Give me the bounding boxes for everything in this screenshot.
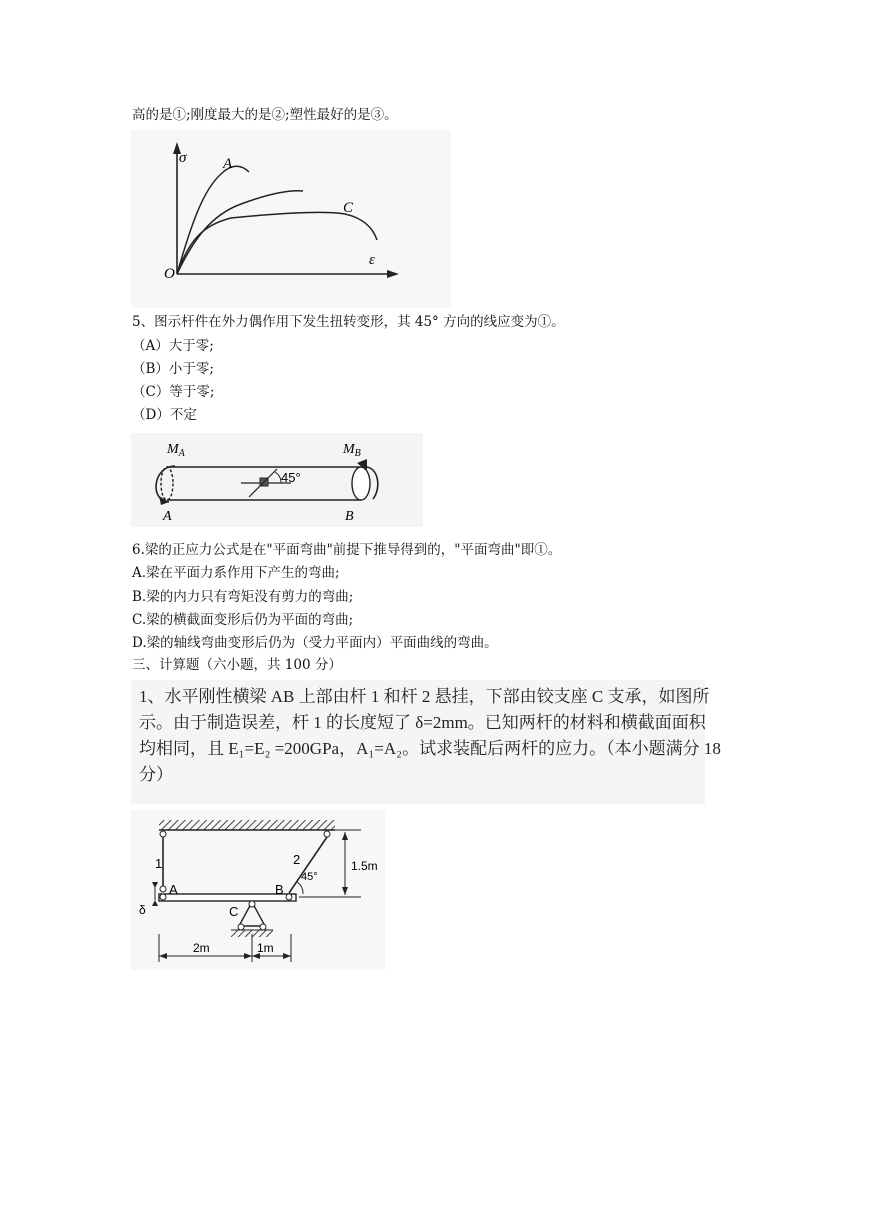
angle-45-label: 45°: [301, 871, 318, 883]
q5-option-c: （C）等于零;: [132, 384, 215, 400]
q6-option-d: D.梁的轴线弯曲变形后仍为（受力平面内）平面曲线的弯曲。: [132, 635, 498, 651]
problem-1-line-3: 均相同，且 E₁=E₂ =200GPa，A₁=A₂。试求装配后两杆的应力。（本小题满分 18: [139, 739, 721, 758]
q5-option-a: （A）大于零;: [132, 338, 214, 354]
q6-option-b: B.梁的内力只有弯矩没有剪力的弯曲;: [132, 589, 354, 605]
torsion-bar-figure: [131, 433, 423, 527]
section-3-heading: 三、计算题（六小题，共 100 分）: [132, 657, 342, 673]
q6-option-a: A.梁在平面力系作用下产生的弯曲;: [132, 565, 340, 581]
problem-1-line-2: 示。由于制造误差，杆 1 的长度短了 δ=2mm。已知两杆的材料和横截面面积: [139, 713, 706, 732]
angle-45-label: 45°: [281, 470, 301, 485]
problem-1-line-1: 1、水平刚性横梁 AB 上部由杆 1 和杆 2 悬挂，下部由铰支座 C 支承，如图所: [139, 687, 710, 706]
q5-option-b: （B）小于零;: [132, 361, 214, 377]
stress-strain-figure: [131, 130, 451, 308]
curve-c-label: C: [343, 200, 354, 216]
point-c-label: C: [229, 904, 239, 919]
bar-end-b: [352, 467, 370, 500]
delta-label: δ: [139, 903, 146, 917]
rigid-beam-figure: [131, 810, 385, 970]
point-b-label: B: [275, 882, 284, 897]
y-axis-label: σ: [179, 150, 187, 166]
x-axis-label: ε: [369, 252, 375, 268]
problem-1-line-4: 分）: [139, 765, 173, 784]
rod-2-label: 2: [293, 852, 301, 867]
origin-label: O: [164, 266, 175, 282]
end-b-label: B: [345, 509, 354, 524]
rod-1-label: 1: [155, 856, 163, 871]
moment-a-label: $M_A$: [167, 442, 185, 459]
q6-line: 6.梁的正应力公式是在"平面弯曲"前提下推导得到的，"平面弯曲"即①。: [132, 542, 562, 558]
q5-option-d: （D）不定: [132, 407, 197, 423]
moment-b-label: $M_B$: [343, 442, 361, 459]
intro-line: 高的是①;刚度最大的是②;塑性最好的是③。: [132, 107, 398, 123]
q6-option-c: C.梁的横截面变形后仍为平面的弯曲;: [132, 612, 354, 628]
end-a-label: A: [163, 509, 172, 524]
curve-a-label: A: [223, 156, 233, 172]
dim-right-label: 1m: [257, 941, 274, 955]
point-a-label: A: [169, 882, 178, 897]
height-label: 1.5m: [351, 859, 378, 873]
problem-1-block: [131, 680, 721, 804]
dim-left-label: 2m: [193, 941, 210, 955]
q5-line: 5、图示杆件在外力偶作用下发生扭转变形，其 45° 方向的线应变为①。: [132, 314, 565, 330]
